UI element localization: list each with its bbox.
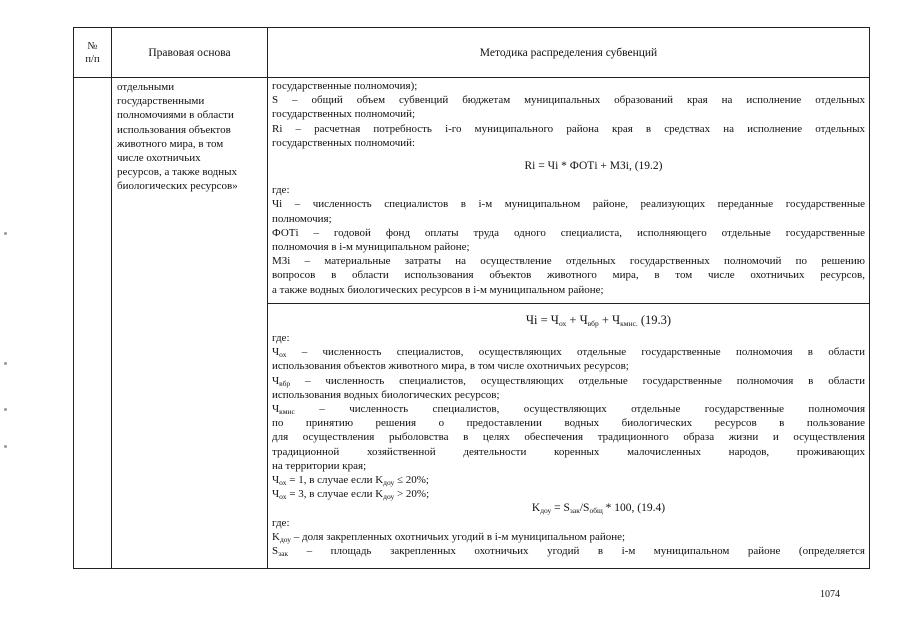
formula-19-2: Ri = Чi * ФОТi + МЗi, (19.2)	[524, 160, 663, 173]
header-legal-basis: Правовая основа	[112, 28, 268, 78]
definition-mzi: МЗi – материальные затраты на осуществление отдельных государственных полномочий по решению	[272, 255, 865, 268]
table-header-row	[74, 28, 870, 78]
definition-szak: $S_{зак}$ – площадь закрепленных охотничьих угодий в i-м муниципальном районе (определяется	[272, 545, 865, 559]
condition-line: $Ч_{ох} = 1$, в случае если $K_{доу} \le 20\%$;	[272, 474, 429, 488]
basis-line: полномочиями в области	[117, 109, 234, 122]
subsidy-table	[73, 27, 870, 569]
definition-chkmns: $Ч_{кмнс}$ – численность специалистов, осуществляющих отдельные государственные полномочия	[272, 403, 865, 417]
header-number-abbr: п/п	[85, 53, 100, 65]
basis-line: ресурсов, а также водных	[117, 166, 238, 179]
method-line: традиционной хозяйственной деятельности коренных малочисленных народов, проживающих	[272, 445, 865, 458]
header-number-symbol: №	[87, 40, 98, 52]
method-line: на территории края;	[272, 459, 367, 472]
scan-margin-mark	[4, 232, 7, 235]
header-method: Методика распределения субвенций	[268, 28, 870, 78]
method-line: государственных полномочий;	[272, 108, 416, 121]
basis-line: использования объектов	[117, 123, 231, 136]
method-line: полномочия;	[272, 212, 332, 225]
definition-chox: $Ч_{ох}$ – численность специалистов, осуществляющих отдельные государственные полномочия в области	[272, 346, 865, 360]
scan-margin-mark	[4, 445, 7, 448]
cell-legal-basis	[112, 78, 268, 569]
where-label: где:	[272, 516, 290, 529]
scan-margin-mark	[4, 362, 7, 365]
method-line: для осуществления рыболовства в целях обеспечения традиционного образа жизни и осуществления	[272, 431, 865, 444]
method-line: использования объектов животного мира, в том числе охотничьих ресурсов;	[272, 360, 629, 373]
condition-line: $Ч_{ох} = 3$, в случае если $K_{доу} > 20\%$;	[272, 488, 430, 502]
method-line: использования водных биологических ресурсов;	[272, 388, 500, 401]
table-row	[74, 78, 870, 569]
basis-line: биологических ресурсов»	[117, 180, 238, 193]
cell-method	[268, 78, 870, 569]
definition-chvbr: $Ч_{вбр}$ – численность специалистов, осуществляющих отдельные государственные полномочия в области	[272, 374, 865, 388]
basis-line: числе охотничьих	[117, 152, 201, 165]
where-label: где:	[272, 184, 290, 197]
method-line: государственные полномочия);	[272, 80, 418, 92]
basis-line: животного мира, в том	[117, 137, 224, 150]
where-label: где:	[272, 332, 290, 345]
cell-number	[74, 78, 112, 569]
method-line: вопросов в области использования объектов животного мира, в том числе охотничьих ресурсов,	[272, 269, 865, 282]
method-line: а также водных биологических ресурсов в i-м муниципальном районе;	[272, 283, 604, 296]
method-line: полномочия в i-м муниципальном районе;	[272, 241, 470, 254]
definition-foti: ФОТi – годовой фонд оплаты труда одного специалиста, исполняющего отдельные государственные	[272, 226, 865, 239]
definition-ri: Ri – расчетная потребность i-го муниципального района края в средствах на исполнение отдельных	[272, 122, 865, 135]
scan-margin-mark	[4, 408, 7, 411]
definition-s: S – общий объем субвенций бюджетам муниципальных образований края на исполнение отдельных	[272, 94, 865, 107]
method-line: по принятию решения о предоставлении водных биологических ресурсов в пользование	[272, 417, 865, 430]
header-number	[74, 28, 112, 78]
definition-chi: Чi – численность специалистов в i-м муниципальном районе, реализующих переданные государственные	[272, 198, 865, 211]
formula-19-3: Чi = $Ч_{ох} + Ч_{вбр} + Ч_{кмнс.}$ (19.3)	[525, 312, 672, 328]
basis-line: отдельными	[117, 81, 175, 93]
definition-kdoy: $K_{доу}$ – доля закрепленных охотничьих угодий в i-м муниципальном районе;	[272, 530, 626, 544]
method-line: государственных полномочий:	[272, 136, 416, 149]
section-divider	[268, 303, 869, 304]
basis-line: государственными	[117, 95, 205, 108]
formula-19-4: $K_{доу} = S_{зак}/S_{общ} * 100$, (19.4)	[531, 502, 666, 516]
page-number: 1074	[820, 589, 840, 600]
